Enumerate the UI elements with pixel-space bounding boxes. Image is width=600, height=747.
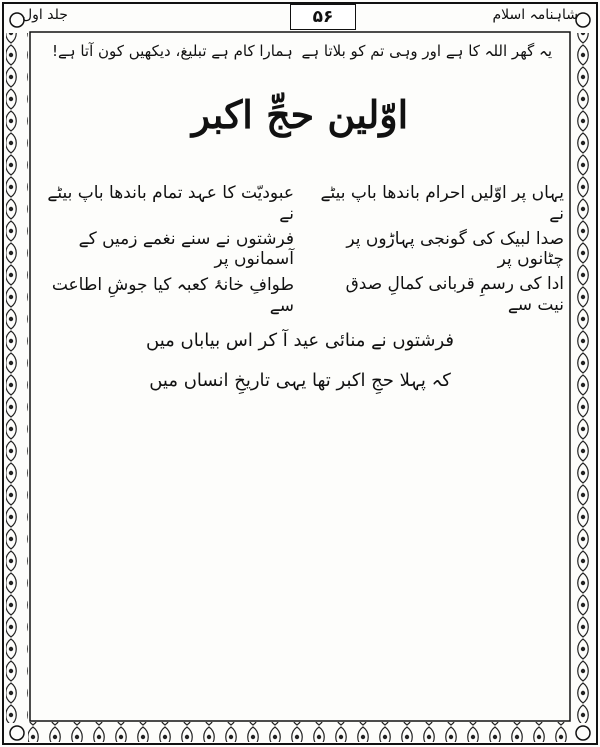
page-header: [20, 3, 580, 31]
intro-line-right: یہ گھر اللہ کا ہے اور وہی تم کو بلاتا ہے: [301, 42, 552, 60]
couplet-row: [44, 224, 564, 270]
finale-line: کہ پہلا حجِ اکبر تھا یہی تاریخِ انساں میں: [149, 370, 451, 391]
couplet-first-half: یہاں پر اوّلیں احرام باندھا باپ بیٹے نے: [320, 183, 564, 224]
couplet-first-half: صدا لبیک کی گونجی پہاڑوں پر چٹانوں پر: [346, 229, 564, 269]
couplets: [44, 178, 564, 316]
intro-couplet: [52, 36, 552, 66]
volume-label: جلد اول: [22, 7, 68, 23]
poem-title: اوّلین حجِّ اکبر: [191, 92, 409, 137]
couplet-second-half: عبودیّت کا عہد تمام باندھا باپ بیٹے نے: [47, 183, 294, 224]
couplet-row: [44, 270, 564, 316]
couplet-row: [44, 178, 564, 224]
intro-line-left: ہمارا کام ہے تبلیغ، دیکھیں کون آتا ہے!: [52, 42, 293, 60]
couplet-first-half: ادا کی رسمِ قربانی کمالِ صدق نیت سے: [345, 274, 564, 315]
book-title: شاہنامہ اسلام: [492, 7, 578, 23]
couplet-second-half: فرشتوں نے سنے نغمے زمیں کے آسمانوں پر: [78, 229, 294, 269]
finale-line: فرشتوں نے منائی عید آ کر اس بیاباں میں: [146, 330, 454, 351]
page-number: ۵۶: [290, 4, 356, 30]
couplet-second-half: طوافِ خانۂ کعبہ کیا جوشِ اطاعت سے: [51, 275, 294, 316]
